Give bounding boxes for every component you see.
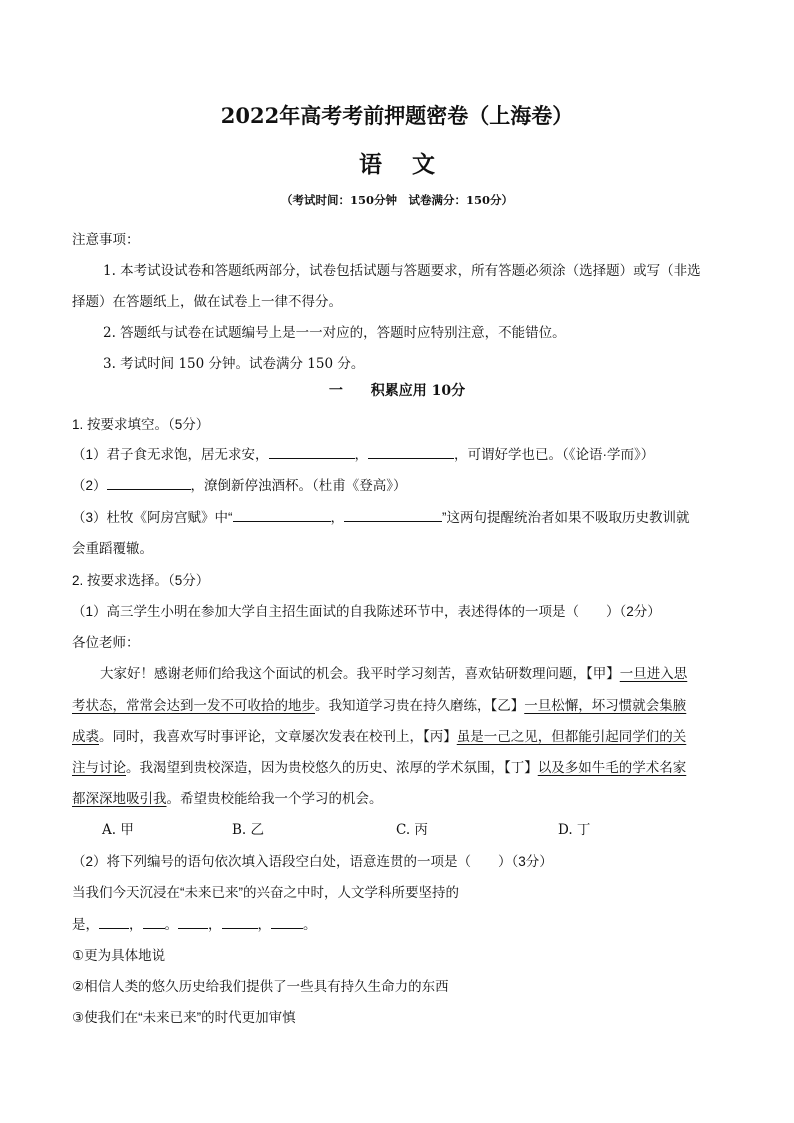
choice-b[interactable]: B. 乙: [232, 822, 265, 838]
answer-blank[interactable]: [107, 476, 191, 490]
option-item-1: ①更为具体地说: [72, 948, 166, 963]
para-text: 。我渴望到贵校深造，因为贵校悠久的历史、浓厚的学术氛围，【丁】: [126, 760, 538, 775]
para-text: 。希望贵校能给我一个学习的机会。: [166, 791, 383, 806]
q1-part2: [72, 474, 407, 494]
underlined-phrase-bing: 注与讨论: [72, 760, 126, 775]
paragraph-line-3: [72, 725, 686, 745]
q1-part3: [72, 506, 690, 526]
answer-blank[interactable]: [368, 445, 454, 459]
paragraph-line-1: [100, 662, 687, 682]
note-1b: 择题）在答题纸上，做在试卷上一律不得分。: [72, 294, 342, 310]
underlined-phrase-jia: 考状态，常常会达到一发不可收拾的地步: [72, 698, 315, 713]
q1-part1: [72, 443, 654, 463]
answer-blank[interactable]: [178, 915, 208, 929]
note-3: 3. 考试时间 150 分钟。试卷满分 150 分。: [103, 356, 365, 372]
underlined-phrase-bing: 虽是一己之见，但都能引起同学们的关: [456, 729, 687, 744]
answer-blank[interactable]: [99, 915, 129, 929]
q2-stem: 2. 按要求选择。（5分）: [72, 573, 210, 588]
q2-blank-line: 是， ， 。 ， ， 。: [72, 917, 317, 932]
paragraph-line-2: [72, 694, 686, 714]
underlined-phrase-yi: 成裘: [72, 729, 99, 744]
q2-sub1: （1）高三学生小明在参加大学自主招生面试的自我陈述环节中，表述得体的一项是（ ）（2分）: [72, 604, 661, 619]
underlined-phrase-yi: 一旦松懈，坏习惯就会集腋: [524, 698, 687, 713]
choice-c[interactable]: C. 丙: [396, 822, 428, 838]
q2-sub2-text: 当我们今天沉浸在“未来已来”的兴奋之中时，人文学科所要坚持的: [72, 885, 459, 900]
q1-part3-cont: 会重蹈覆辙。: [72, 541, 153, 556]
answer-blank[interactable]: [222, 915, 258, 929]
underlined-phrase-ding: 都深深地吸引我: [72, 791, 167, 806]
q1-part2-text-b: ，潦倒新停浊酒杯。（杜甫《登高》）: [190, 478, 407, 493]
paragraph-line-4: [72, 756, 686, 776]
exam-title: 2022年高考考前押题密卷（上海卷）: [220, 103, 574, 128]
exam-meta: （考试时间：150分钟 试卷满分：150分）: [280, 193, 513, 207]
answer-blank[interactable]: [233, 508, 331, 522]
answer-blank[interactable]: [344, 508, 442, 522]
q1-part1-text-a: （1）君子食无求饱，居无求安，: [72, 447, 269, 462]
answer-blank[interactable]: [143, 915, 165, 929]
q1-part2-text-a: （2）: [72, 478, 107, 493]
note-1a: 1. 本考试设试卷和答题纸两部分，试卷包括试题与答题要求，所有答题必须涂（选择题）或写（非选: [103, 263, 701, 279]
q1-part1-text-c: ，可谓好学也已。（《论语·学而》）: [454, 447, 655, 462]
q1-part3-text-c: ”这两句提醒统治者如果不吸取历史教训就: [442, 510, 690, 525]
q2-sub2: （2）将下列编号的语句依次填入语段空白处，语意连贯的一项是（ ）（3分）: [72, 854, 553, 869]
underlined-phrase-ding: 以及多如牛毛的学术名家: [537, 760, 687, 775]
para-text: 。同时，我喜欢写时事评论，文章屡次发表在校刊上，【丙】: [99, 729, 457, 744]
q2-greeting: 各位老师：: [72, 635, 140, 650]
answer-blank[interactable]: [271, 915, 303, 929]
option-item-2: ②相信人类的悠久历史给我们提供了一些具有持久生命力的东西: [72, 979, 449, 994]
choice-a[interactable]: A. 甲: [102, 822, 134, 838]
notes-heading: 注意事项：: [72, 232, 140, 248]
underlined-phrase-jia: 一旦进入思: [619, 666, 688, 681]
option-item-3: ③使我们在“未来已来”的时代更加审慎: [72, 1010, 296, 1025]
q1-part1-text-b: ，: [354, 447, 369, 462]
para-text: 。我知道学习贵在持久磨练，【乙】: [315, 698, 525, 713]
para-text: 大家好！感谢老师们给我这个面试的机会。我平时学习刻苦，喜欢钻研数理问题，【甲】: [100, 666, 620, 681]
choice-d[interactable]: D. 丁: [558, 822, 591, 838]
q1-stem: 1. 按要求填空。（5分）: [72, 417, 210, 432]
blank-line-prefix: 是，: [72, 917, 99, 932]
section-heading: 一 积累应用 10分: [328, 383, 466, 399]
q1-part3-text-b: ，: [330, 510, 345, 525]
answer-blank[interactable]: [269, 445, 355, 459]
subject-title: 语文: [359, 151, 465, 178]
q1-part3-text-a: （3）杜牧《阿房宫赋》中“: [72, 510, 233, 525]
note-2: 2. 答题纸与试卷在试题编号上是一一对应的，答题时应特别注意，不能错位。: [103, 325, 566, 341]
paragraph-line-5: [72, 787, 383, 807]
